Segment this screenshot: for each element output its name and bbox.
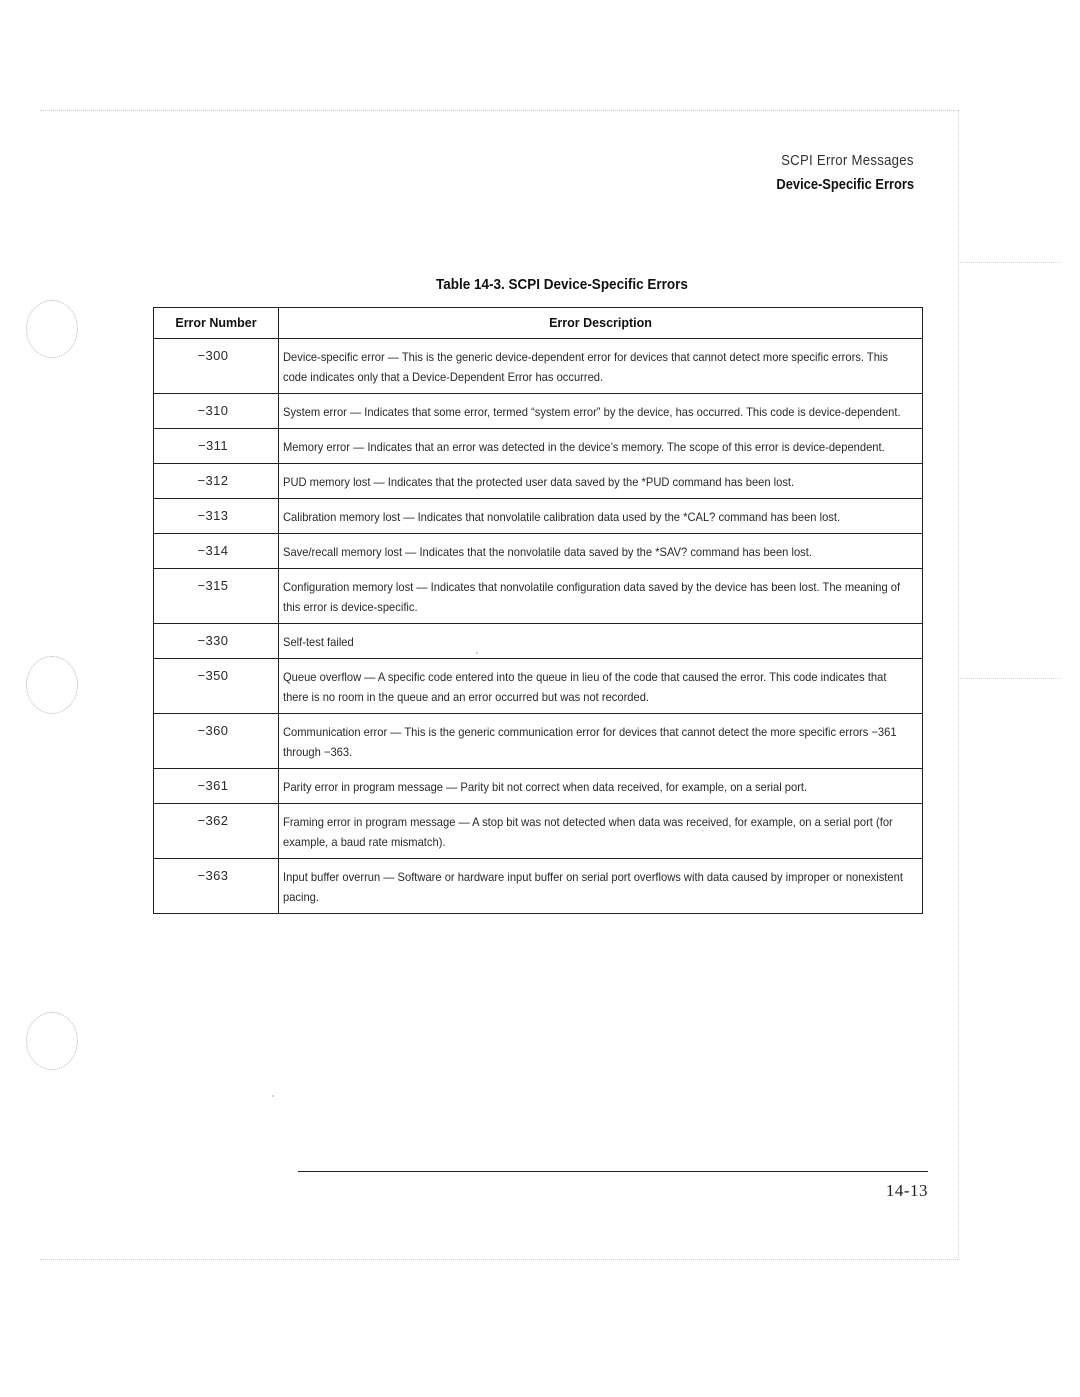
table-row bbox=[154, 859, 923, 914]
error-description-text: Calibration memory lost — Indicates that nonvolatile calibration data used by the *CAL? command has been lost. bbox=[283, 510, 841, 524]
table-caption bbox=[0, 276, 1080, 293]
error-description-cell bbox=[279, 339, 923, 394]
running-header-chapter: Device-Specific Errors bbox=[776, 176, 914, 193]
table-row bbox=[154, 394, 923, 429]
error-description-text: Framing error in program message — A stop bit was not detected when data was received, for example, on a serial port (for example, a baud rate mismatch). bbox=[283, 815, 893, 849]
scan-edge-bottom bbox=[40, 1259, 958, 1260]
table-header-row bbox=[154, 308, 923, 339]
error-number-cell: −300 bbox=[154, 339, 279, 394]
table-row bbox=[154, 769, 923, 804]
error-number-cell: −361 bbox=[154, 769, 279, 804]
scan-edge-top bbox=[40, 110, 958, 111]
error-number-cell: −312 bbox=[154, 464, 279, 499]
running-header-section: SCPI Error Messages bbox=[781, 152, 914, 169]
error-number-cell: −330 bbox=[154, 624, 279, 659]
error-description-text: Device-specific error — This is the generic device-dependent error for devices that cannot detect more specific errors. This code indicates only that a Device-Dependent Error has occurred. bbox=[283, 350, 888, 384]
error-description-text: PUD memory lost — Indicates that the protected user data saved by the *PUD command has been lost. bbox=[283, 475, 795, 489]
error-description-text: Communication error — This is the generic communication error for devices that cannot detect the more specific errors −361 through −363. bbox=[283, 725, 897, 759]
error-description-text: Save/recall memory lost — Indicates that the nonvolatile data saved by the *SAV? command has been lost. bbox=[283, 545, 812, 559]
error-description-cell bbox=[279, 569, 923, 624]
error-number-cell: −313 bbox=[154, 499, 279, 534]
table-row bbox=[154, 499, 923, 534]
error-description-cell bbox=[279, 714, 923, 769]
footer-rule bbox=[298, 1171, 928, 1172]
table-row bbox=[154, 659, 923, 714]
error-description-cell bbox=[279, 624, 923, 659]
error-number-cell: −310 bbox=[154, 394, 279, 429]
column-header-error-number: Error Number bbox=[154, 308, 279, 339]
error-description-text: Queue overflow — A specific code entered into the queue in lieu of the code that caused the error. This code indicates that there is no room in the queue and an error occurred but was not recorded. bbox=[283, 670, 887, 704]
error-description-cell bbox=[279, 804, 923, 859]
table-row bbox=[154, 534, 923, 569]
error-description-text: System error — Indicates that some error, termed “system error” by the device, has occurred. This code is device-dependent. bbox=[283, 405, 901, 419]
error-description-cell bbox=[279, 859, 923, 914]
page-number: 14-13 bbox=[885, 1181, 928, 1200]
column-header-error-description: Error Description bbox=[279, 308, 923, 339]
table-caption-text: Table 14-3. SCPI Device-Specific Errors bbox=[436, 276, 688, 293]
error-number-cell: −311 bbox=[154, 429, 279, 464]
error-description-cell bbox=[279, 394, 923, 429]
table-row bbox=[154, 714, 923, 769]
table-row bbox=[154, 624, 923, 659]
error-description-cell bbox=[279, 499, 923, 534]
error-number-cell: −360 bbox=[154, 714, 279, 769]
error-description-cell bbox=[279, 659, 923, 714]
error-description-text: Parity error in program message — Parity bit not correct when data received, for example, on a serial port. bbox=[283, 780, 808, 794]
binder-punch-hole bbox=[26, 656, 78, 714]
scan-edge-tick bbox=[960, 678, 1060, 679]
error-number-cell: −363 bbox=[154, 859, 279, 914]
error-description-cell bbox=[279, 534, 923, 569]
error-description-cell bbox=[279, 464, 923, 499]
table-row bbox=[154, 339, 923, 394]
table-row bbox=[154, 569, 923, 624]
binder-punch-hole bbox=[26, 1012, 78, 1070]
error-description-cell bbox=[279, 429, 923, 464]
error-number-cell: −362 bbox=[154, 804, 279, 859]
error-description-text: Self-test failed bbox=[283, 635, 354, 649]
table-row bbox=[154, 464, 923, 499]
error-description-text: Input buffer overrun — Software or hardware input buffer on serial port overflows with data caused by improper or nonexistent pacing. bbox=[283, 870, 903, 904]
error-description-text: Memory error — Indicates that an error was detected in the device’s memory. The scope of this error is device-dependent. bbox=[283, 440, 885, 454]
scan-speck bbox=[272, 1095, 274, 1097]
error-number-cell: −314 bbox=[154, 534, 279, 569]
binder-punch-hole bbox=[26, 300, 78, 358]
error-description-cell bbox=[279, 769, 923, 804]
error-number-cell: −315 bbox=[154, 569, 279, 624]
table-row bbox=[154, 804, 923, 859]
table-row bbox=[154, 429, 923, 464]
device-specific-errors-table bbox=[153, 307, 923, 914]
scan-edge-tick bbox=[960, 262, 1060, 263]
error-description-text: Configuration memory lost — Indicates that nonvolatile configuration data saved by the device has been lost. The meaning of this error is device-specific. bbox=[283, 580, 901, 614]
error-number-cell: −350 bbox=[154, 659, 279, 714]
